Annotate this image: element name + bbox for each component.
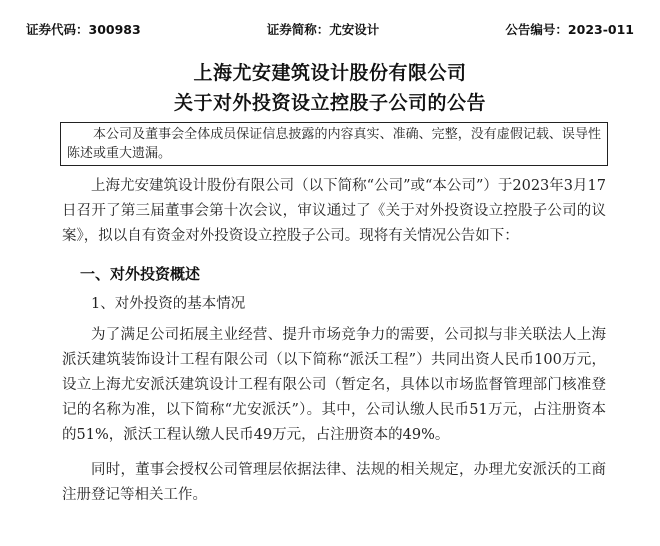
subsection-heading: 1、对外投资的基本情况 xyxy=(91,296,246,312)
document-body xyxy=(62,174,606,508)
announcement-number: 公告编号：2023-011 xyxy=(505,22,634,37)
document-header xyxy=(26,20,634,38)
company-title: 上海尤安建筑设计股份有限公司 xyxy=(193,62,467,84)
authorization-paragraph: 同时，董事会授权公司管理层依据法律、法规的相关规定，办理尤安派沃的工商注册登记等相关工作。 xyxy=(62,462,606,503)
title-block xyxy=(0,58,660,118)
investment-paragraph: 为了满足公司拓展主业经营、提升市场竞争力的需要，公司拟与非关联法人上海派沃建筑装饰设计工程有限公司（以下简称“派沃工程”）共同出资人民币100万元，设立上海尤安派沃建筑设计工程有限公司（暂定名，具体以市场监督管理部门核准登记的名称为准，以下简称“尤安派沃”）。其中，公司认缴人民币51万元，占注册资本的51%，派沃工程认缴人民币49万元，占注册资本的49%。 xyxy=(62,327,606,443)
stock-short-name: 证券简称：尤安设计 xyxy=(266,22,380,37)
section-heading: 一、对外投资概述 xyxy=(80,265,201,283)
announcement-title: 关于对外投资设立控股子公司的公告 xyxy=(173,92,486,114)
disclosure-notice-box: 本公司及董事会全体成员保证信息披露的内容真实、准确、完整，没有虚假记载、误导性陈述或重大遗漏。 xyxy=(60,122,608,166)
stock-code: 证券代码：300983 xyxy=(26,22,141,37)
intro-paragraph: 上海尤安建筑设计股份有限公司（以下简称“公司”或“本公司”）于2023年3月17日召开了第三届董事会第十次会议，审议通过了《关于对外投资设立控股子公司的议案》，拟以自有资金对外投资设立控股子公司。现将有关情况公告如下： xyxy=(62,178,606,244)
